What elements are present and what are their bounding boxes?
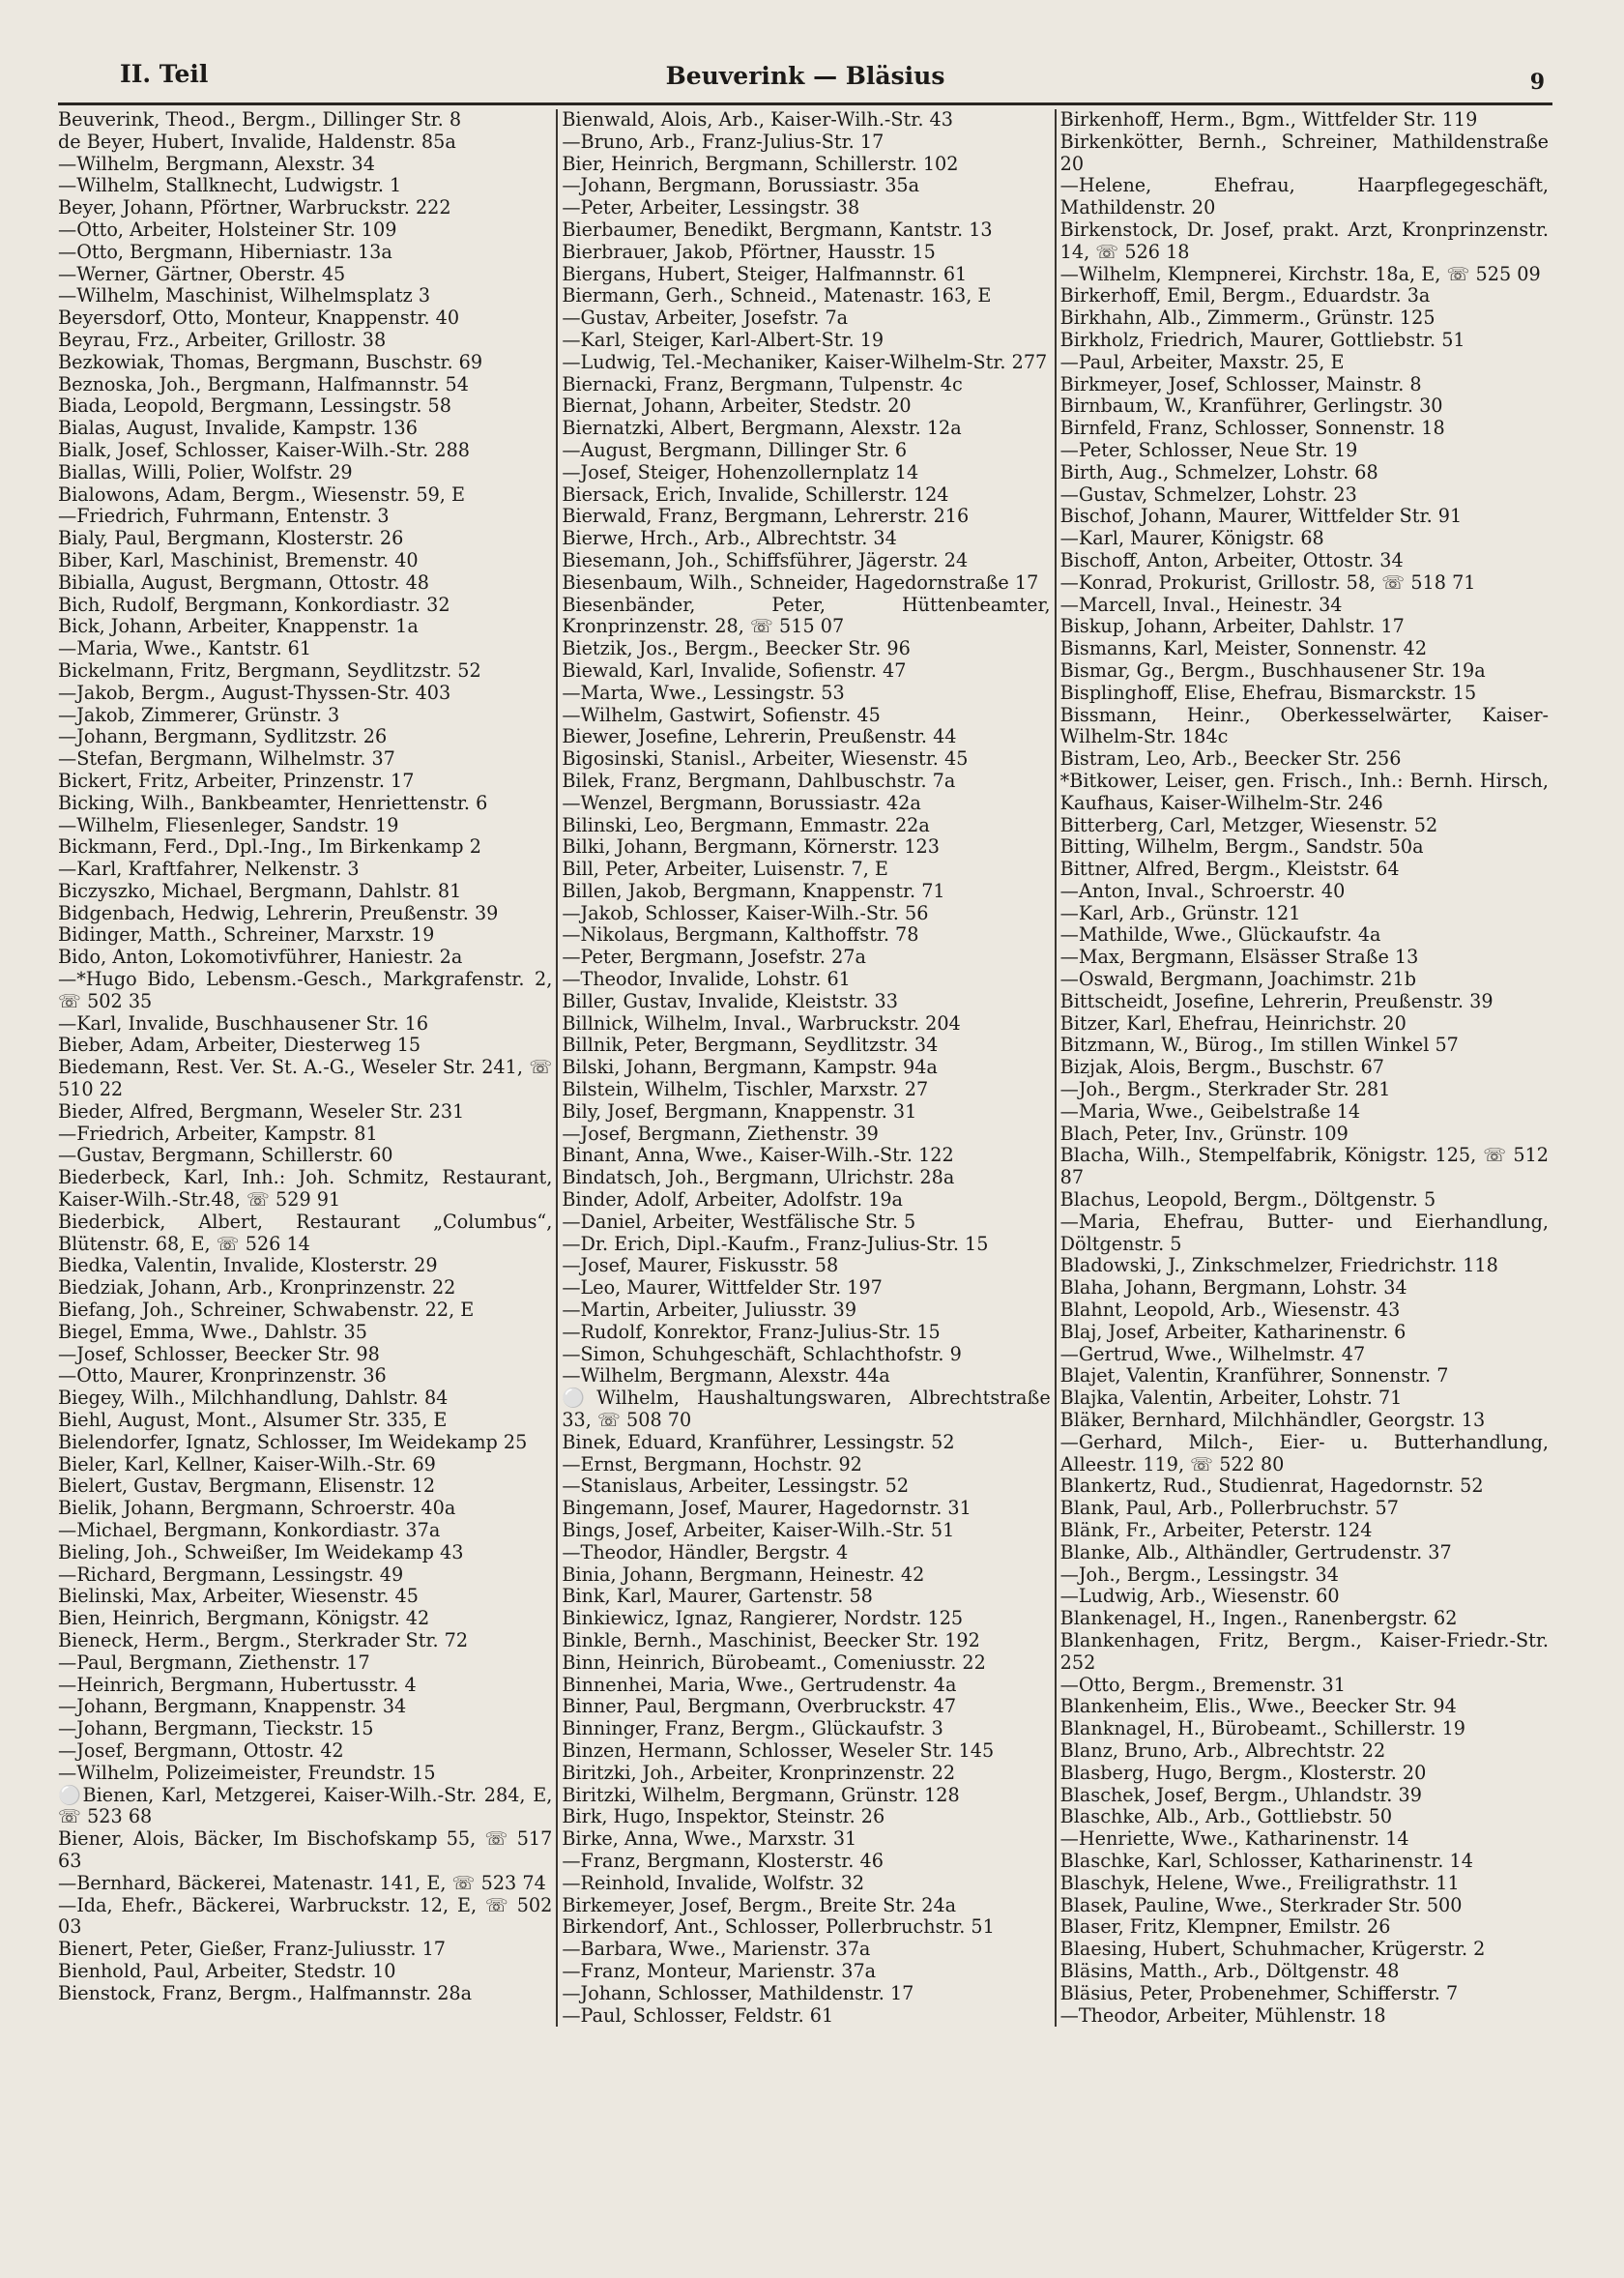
directory-entry: —Ludwig, Arb., Wiesenstr. 60 <box>1059 1585 1340 1608</box>
directory-entry: —Gustav, Bergmann, Schillerstr. 60 <box>58 1144 393 1167</box>
directory-entry: —Theodor, Arbeiter, Mühlenstr. 18 <box>1059 2003 1386 2027</box>
directory-entry: Bich, Rudolf, Bergmann, Konkordiastr. 32 <box>58 593 450 616</box>
directory-entry: Bilstein, Wilhelm, Tischler, Marxstr. 27 <box>562 1078 929 1101</box>
directory-entry: —Wilhelm, Stallknecht, Ludwigstr. 1 <box>58 174 402 197</box>
directory-entry: Binkle, Bernh., Maschinist, Beecker Str. 192 <box>562 1628 980 1651</box>
directory-entry: Blasek, Pauline, Wwe., Sterkrader Str. 500 <box>1059 1893 1463 1916</box>
directory-entry: Bialk, Josef, Schlosser, Kaiser-Wilh.-Str. 288 <box>58 438 470 461</box>
directory-entry: Biegel, Emma, Wwe., Dahlstr. 35 <box>58 1320 367 1343</box>
directory-entry: Biesemann, Joh., Schiffsführer, Jägerstr. 24 <box>562 548 969 571</box>
directory-entry: Beuverink, Theod., Bergm., Dillinger Str. 8 <box>58 108 462 131</box>
directory-entry: —Anton, Inval., Schroerstr. 40 <box>1059 879 1346 902</box>
directory-entry: Binzen, Hermann, Schlosser, Weseler Str. 145 <box>562 1738 995 1762</box>
directory-entry: Biesenbänder, Peter, Hüttenbeamter, Kronprinzenstr. 28, ☏ 515 07 <box>562 593 1051 638</box>
directory-entry: Bissmann, Heinr., Oberkesselwärter, Kaiser-Wilhelm-Str. 184c <box>1059 703 1550 748</box>
directory-entry: Blaschke, Karl, Schlosser, Katharinenstr. 14 <box>1059 1849 1473 1872</box>
directory-entry: —Johann, Bergmann, Borussiastr. 35a <box>562 174 920 197</box>
directory-entry: —Ernst, Bergmann, Hochstr. 92 <box>562 1452 862 1475</box>
directory-entry: Birkendorf, Ant., Schlosser, Pollerbruchstr. 51 <box>562 1915 995 1939</box>
directory-entry: Bienhold, Paul, Arbeiter, Stedstr. 10 <box>58 1959 396 1982</box>
directory-entry: —Friedrich, Fuhrmann, Entenstr. 3 <box>58 505 390 528</box>
directory-entry: —Gertrud, Wwe., Wilhelmstr. 47 <box>1059 1342 1366 1365</box>
directory-entry: Bischoff, Anton, Arbeiter, Ottostr. 34 <box>1059 548 1404 571</box>
directory-entry: Bierwald, Franz, Bergmann, Lehrerstr. 216 <box>562 505 970 528</box>
directory-entry: Bittscheidt, Josefine, Lehrerin, Preußenstr. 39 <box>1059 989 1494 1012</box>
directory-entry: —Marcell, Inval., Heinestr. 34 <box>1059 593 1343 616</box>
directory-entry: —Johann, Bergmann, Sydlitzstr. 26 <box>58 725 388 748</box>
directory-entry: Bläsins, Matth., Arb., Döltgenstr. 48 <box>1059 1959 1400 1982</box>
directory-entry: Biritzki, Wilhelm, Bergmann, Grünstr. 128 <box>562 1783 960 1806</box>
directory-entry: Bietzik, Jos., Bergm., Beecker Str. 96 <box>562 637 911 660</box>
directory-entry: Binninger, Franz, Bergm., Glückaufstr. 3 <box>562 1717 943 1740</box>
directory-entry: Bizjak, Alois, Bergm., Buschstr. 67 <box>1059 1056 1385 1079</box>
directory-entry: Bezkowiak, Thomas, Bergmann, Buschstr. 69 <box>58 350 483 373</box>
directory-entry: Biesenbaum, Wilh., Schneider, Hagedornstraße 17 <box>562 570 1039 594</box>
directory-entry: —Wilhelm, Fliesenleger, Sandstr. 19 <box>58 813 399 836</box>
directory-entry: Blankertz, Rud., Studienrat, Hagedornstr. 52 <box>1059 1475 1484 1498</box>
directory-entry: —Karl, Arb., Grünstr. 121 <box>1059 901 1301 924</box>
directory-entry: Bieling, Joh., Schweißer, Im Weidekamp 43 <box>58 1540 464 1563</box>
directory-entry: Bistram, Leo, Arb., Beecker Str. 256 <box>1059 747 1402 771</box>
directory-entry: Bickert, Fritz, Arbeiter, Prinzenstr. 17 <box>58 769 415 792</box>
directory-entry: Biczyszko, Michael, Bergmann, Dahlstr. 81 <box>58 879 462 902</box>
directory-entry: Biefang, Joh., Schreiner, Schwabenstr. 22, E <box>58 1299 475 1322</box>
directory-entry: Bielinski, Max, Arbeiter, Wiesenstr. 45 <box>58 1585 419 1608</box>
directory-entry: Beznoska, Joh., Bergmann, Halfmannstr. 54 <box>58 372 469 395</box>
directory-entry: —Karl, Steiger, Karl-Albert-Str. 19 <box>562 328 884 351</box>
directory-entry: Bierbaumer, Benedikt, Bergmann, Kantstr. 13 <box>562 218 993 241</box>
directory-entry: —Peter, Schlosser, Neue Str. 19 <box>1059 438 1358 461</box>
directory-entry: —Wilhelm, Maschinist, Wilhelmsplatz 3 <box>58 284 431 307</box>
directory-entry: —Franz, Bergmann, Klosterstr. 46 <box>562 1849 884 1872</box>
directory-entry: —Josef, Bergmann, Ottostr. 42 <box>58 1738 344 1762</box>
directory-entry: —Wilhelm, Bergmann, Alexstr. 44a <box>562 1364 890 1387</box>
directory-entry: —Paul, Schlosser, Feldstr. 61 <box>562 2003 834 2027</box>
directory-entry: Bieber, Adam, Arbeiter, Diesterweg 15 <box>58 1034 421 1057</box>
directory-entry: —Gustav, Arbeiter, Josefstr. 7a <box>562 307 849 330</box>
directory-entry: Birk, Hugo, Inspektor, Steinstr. 26 <box>562 1805 885 1828</box>
directory-entry: Blanz, Bruno, Arb., Albrechtstr. 22 <box>1059 1738 1386 1762</box>
directory-entry: —Josef, Maurer, Fiskusstr. 58 <box>562 1254 839 1277</box>
directory-entry: —Marta, Wwe., Lessingstr. 53 <box>562 681 845 704</box>
directory-entry: *Bitkower, Leiser, gen. Frisch., Inh.: Bernh. Hirsch, Kaufhaus, Kaiser-Wilhelm-Str. 246 <box>1059 769 1550 814</box>
column-1 <box>58 109 556 2027</box>
directory-entry: Bialowons, Adam, Bergm., Wiesenstr. 59, E <box>58 482 465 506</box>
directory-entry: Bingemann, Josef, Maurer, Hagedornstr. 31 <box>562 1497 972 1520</box>
directory-entry: Bidinger, Matth., Schreiner, Marxstr. 19 <box>58 923 435 947</box>
directory-entry: Bisplinghoff, Elise, Ehefrau, Bismarckstr. 15 <box>1059 681 1477 704</box>
directory-entry: —*Hugo Bido, Lebensm.-Gesch., Markgrafenstr. 2, ☏ 502 35 <box>58 968 553 1012</box>
directory-entry: —Paul, Bergmann, Ziethenstr. 17 <box>58 1650 370 1674</box>
directory-entry: Biber, Karl, Maschinist, Bremenstr. 40 <box>58 548 419 571</box>
directory-entry: —Peter, Arbeiter, Lessingstr. 38 <box>562 196 860 219</box>
directory-entry: Biernacki, Franz, Bergmann, Tulpenstr. 4c <box>562 372 963 395</box>
directory-entry: Beyersdorf, Otto, Monteur, Knappenstr. 40 <box>58 307 460 330</box>
directory-entry: —Theodor, Händler, Bergstr. 4 <box>562 1540 849 1563</box>
directory-entry: —August, Bergmann, Dillinger Str. 6 <box>562 438 908 461</box>
directory-entry: Bielert, Gustav, Bergmann, Elisenstr. 12 <box>58 1475 436 1498</box>
directory-entry: —Gerhard, Milch-, Eier- u. Butterhandlung, Alleestr. 119, ☏ 522 80 <box>1059 1430 1550 1475</box>
directory-entry: —Wilhelm, Bergmann, Alexstr. 34 <box>58 152 375 175</box>
directory-entry: Biernatzki, Albert, Bergmann, Alexstr. 12a <box>562 417 962 440</box>
directory-entry: Biegey, Wilh., Milchhandlung, Dahlstr. 84 <box>58 1387 449 1410</box>
directory-entry: Bill, Peter, Arbeiter, Luisenstr. 7, E <box>562 858 888 881</box>
directory-entry: Birnbaum, W., Kranführer, Gerlingstr. 30 <box>1059 394 1443 418</box>
directory-entry: —Maria, Wwe., Geibelstraße 14 <box>1059 1099 1361 1123</box>
directory-entry: —Josef, Schlosser, Beecker Str. 98 <box>58 1342 380 1365</box>
directory-entry: —Ida, Ehefr., Bäckerei, Warbruckstr. 12, E, ☏ 502 03 <box>58 1893 553 1939</box>
directory-entry: —Stefan, Bergmann, Wilhelmstr. 37 <box>58 747 395 771</box>
directory-entry: Bittner, Alfred, Bergm., Kleiststr. 64 <box>1059 858 1400 881</box>
directory-entry: Birnfeld, Franz, Schlosser, Sonnenstr. 18 <box>1059 417 1445 440</box>
directory-entry: Bierwe, Hrch., Arb., Albrechtstr. 34 <box>562 527 897 550</box>
directory-entry: Birkenkötter, Bernh., Schreiner, Mathildenstraße 20 <box>1059 130 1550 175</box>
directory-entry: Bialy, Paul, Bergmann, Klosterstr. 26 <box>58 527 404 550</box>
directory-entry: Biritzki, Joh., Arbeiter, Kronprinzenstr. 22 <box>562 1761 956 1784</box>
column-3 <box>1055 109 1552 2027</box>
directory-entry: Birkholz, Friedrich, Maurer, Gottliebstr. 51 <box>1059 328 1465 351</box>
directory-entry: —Konrad, Prokurist, Grillostr. 58, ☏ 518 71 <box>1059 570 1476 594</box>
directory-entry: Bläker, Bernhard, Milchhändler, Georgstr. 13 <box>1059 1409 1486 1432</box>
directory-entry: —Heinrich, Bergmann, Hubertusstr. 4 <box>58 1673 417 1696</box>
directory-entry: —Joh., Bergm., Lessingstr. 34 <box>1059 1562 1339 1586</box>
directory-entry: —Daniel, Arbeiter, Westfälische Str. 5 <box>562 1210 916 1233</box>
directory-entry: Biehl, August, Mont., Alsumer Str. 335, E <box>58 1409 448 1432</box>
directory-entry: Blahnt, Leopold, Arb., Wiesenstr. 43 <box>1059 1299 1401 1322</box>
directory-entry: Biada, Leopold, Bergmann, Lessingstr. 58 <box>58 394 451 418</box>
directory-entry: Bladowski, J., Zinkschmelzer, Friedrichstr. 118 <box>1059 1254 1498 1277</box>
directory-entry: —Mathilde, Wwe., Glückaufstr. 4a <box>1059 923 1381 947</box>
directory-entry: ⚪Wilhelm, Haushaltungswaren, Albrechtstraße 33, ☏ 508 70 <box>562 1387 1051 1432</box>
directory-entry: Bitzmann, W., Bürog., Im stillen Winkel 57 <box>1059 1034 1459 1057</box>
directory-entry: —Jakob, Bergm., August-Thyssen-Str. 403 <box>58 681 451 704</box>
directory-entry: Bily, Josef, Bergmann, Knappenstr. 31 <box>562 1099 917 1123</box>
directory-entry: Blach, Peter, Inv., Grünstr. 109 <box>1059 1122 1348 1145</box>
directory-entry: —Werner, Gärtner, Oberstr. 45 <box>58 262 346 285</box>
directory-entry: Beyrau, Frz., Arbeiter, Grillostr. 38 <box>58 328 387 351</box>
directory-entry: Bigosinski, Stanisl., Arbeiter, Wiesenstr. 45 <box>562 747 969 771</box>
directory-entry: Blaschyk, Helene, Wwe., Freiligrathstr. 11 <box>1059 1871 1460 1894</box>
page-number: 9 <box>1529 70 1545 95</box>
directory-entry: —Franz, Monteur, Marienstr. 37a <box>562 1959 877 1982</box>
directory-entry: Bings, Josef, Arbeiter, Kaiser-Wilh.-Str. 51 <box>562 1519 955 1541</box>
directory-entry: Blaesing, Hubert, Schuhmacher, Krügerstr. 2 <box>1059 1938 1486 1961</box>
directory-entry: Blajet, Valentin, Kranführer, Sonnenstr. 7 <box>1059 1364 1449 1387</box>
directory-entry: —Leo, Maurer, Wittfelder Str. 197 <box>562 1276 883 1300</box>
directory-entry: Bienwald, Alois, Arb., Kaiser-Wilh.-Str. 43 <box>562 108 953 131</box>
name-range-title: Beuverink — Bläsius <box>665 62 945 90</box>
directory-entry: —Max, Bergmann, Elsässer Straße 13 <box>1059 946 1419 969</box>
directory-entry: Bick, Johann, Arbeiter, Knappenstr. 1a <box>58 615 419 638</box>
directory-entry: Biewald, Karl, Invalide, Sofienstr. 47 <box>562 658 907 682</box>
directory-entry: Biederbeck, Karl, Inh.: Joh. Schmitz, Restaurant, Kaiser-Wilh.-Str.48, ☏ 529 91 <box>58 1166 553 1212</box>
directory-entry: Bilinski, Leo, Bergmann, Emmastr. 22a <box>562 813 930 836</box>
directory-entry: —Maria, Ehefrau, Butter- und Eierhandlung, Döltgenstr. 5 <box>1059 1210 1550 1255</box>
directory-entry: Blaj, Josef, Arbeiter, Katharinenstr. 6 <box>1059 1320 1406 1343</box>
directory-entry: Bilek, Franz, Bergmann, Dahlbuschstr. 7a <box>562 769 956 792</box>
directory-entry: Biersack, Erich, Invalide, Schillerstr. 124 <box>562 482 949 506</box>
directory-entry: —Simon, Schuhgeschäft, Schlachthofstr. 9 <box>562 1342 962 1365</box>
directory-entry: Binner, Paul, Bergmann, Overbruckstr. 47 <box>562 1695 957 1718</box>
directory-entry: Birth, Aug., Schmelzer, Lohstr. 68 <box>1059 460 1378 483</box>
directory-entry: —Otto, Bergm., Bremenstr. 31 <box>1059 1673 1346 1696</box>
directory-entry: —Reinhold, Invalide, Wolfstr. 32 <box>562 1871 865 1894</box>
directory-entry: Blacha, Wilh., Stempelfabrik, Königstr. 125, ☏ 512 87 <box>1059 1144 1550 1189</box>
directory-entry: Biederbick, Albert, Restaurant „Columbus“, Blütenstr. 68, E, ☏ 526 14 <box>58 1210 553 1255</box>
directory-entry: —Peter, Bergmann, Josefstr. 27a <box>562 946 866 969</box>
directory-entry: Beyer, Johann, Pförtner, Warbruckstr. 222 <box>58 196 451 219</box>
entry-columns <box>58 109 1552 2027</box>
directory-entry: Birkenstock, Dr. Josef, prakt. Arzt, Kronprinzenstr. 14, ☏ 526 18 <box>1059 218 1550 263</box>
directory-entry: Binkiewicz, Ignaz, Rangierer, Nordstr. 125 <box>562 1607 964 1630</box>
directory-entry: Blankenagel, H., Ingen., Ranenbergstr. 62 <box>1059 1607 1458 1630</box>
directory-entry: —Bruno, Arb., Franz-Julius-Str. 17 <box>562 130 884 153</box>
directory-entry: Bickmann, Ferd., Dpl.-Ing., Im Birkenkamp 2 <box>58 835 481 859</box>
directory-entry: Bitzer, Karl, Ehefrau, Heinrichstr. 20 <box>1059 1011 1406 1035</box>
directory-entry: —Jakob, Zimmerer, Grünstr. 3 <box>58 703 340 726</box>
directory-entry: Biernat, Johann, Arbeiter, Stedstr. 20 <box>562 394 912 418</box>
directory-entry: Birke, Anna, Wwe., Marxstr. 31 <box>562 1827 857 1851</box>
directory-entry: Billnick, Wilhelm, Inval., Warbruckstr. 204 <box>562 1011 961 1035</box>
directory-entry: Bieneck, Herm., Bergm., Sterkrader Str. 72 <box>58 1628 469 1651</box>
directory-entry: Binn, Heinrich, Bürobeamt., Comeniusstr. 22 <box>562 1650 986 1674</box>
directory-entry: —Josef, Bergmann, Ziethenstr. 39 <box>562 1122 879 1145</box>
directory-entry: Binant, Anna, Wwe., Kaiser-Wilh.-Str. 122 <box>562 1144 954 1167</box>
directory-entry: Bindatsch, Joh., Bergmann, Ulrichstr. 28a <box>562 1166 955 1189</box>
directory-entry: Bieder, Alfred, Bergmann, Weseler Str. 231 <box>58 1099 465 1123</box>
directory-entry: —Paul, Arbeiter, Maxstr. 25, E <box>1059 350 1345 373</box>
directory-entry: —Bernhard, Bäckerei, Matenastr. 141, E, ☏ 523 74 <box>58 1871 546 1894</box>
directory-entry: —Johann, Bergmann, Tieckstr. 15 <box>58 1717 374 1740</box>
directory-entry: —Joh., Bergm., Sterkrader Str. 281 <box>1059 1078 1391 1101</box>
directory-entry: Bink, Karl, Maurer, Gartenstr. 58 <box>562 1585 873 1608</box>
directory-entry: Biewer, Josefine, Lehrerin, Preußenstr. 44 <box>562 725 957 748</box>
directory-entry: Bischof, Johann, Maurer, Wittfelder Str. 91 <box>1059 505 1463 528</box>
directory-entry: Bierbrauer, Jakob, Pförtner, Hausstr. 15 <box>562 240 936 263</box>
directory-entry: —Nikolaus, Bergmann, Kalthoffstr. 78 <box>562 923 919 947</box>
directory-entry: Biskup, Johann, Arbeiter, Dahlstr. 17 <box>1059 615 1405 638</box>
directory-entry: Binia, Johann, Bergmann, Heinestr. 42 <box>562 1562 925 1586</box>
directory-entry: Bienstock, Franz, Bergm., Halfmannstr. 28a <box>58 1981 473 2004</box>
directory-entry: Bismar, Gg., Bergm., Buschhausener Str. 19a <box>1059 658 1486 682</box>
directory-entry: Birkmeyer, Josef, Schlosser, Mainstr. 8 <box>1059 372 1422 395</box>
directory-entry: —Dr. Erich, Dipl.-Kaufm., Franz-Julius-Str. 15 <box>562 1232 989 1255</box>
directory-entry: Blajka, Valentin, Arbeiter, Lohstr. 71 <box>1059 1387 1403 1410</box>
directory-entry: —Barbara, Wwe., Marienstr. 37a <box>562 1938 871 1961</box>
directory-entry: Binder, Adolf, Arbeiter, Adolfstr. 19a <box>562 1188 903 1212</box>
directory-entry: —Friedrich, Arbeiter, Kampstr. 81 <box>58 1122 378 1145</box>
directory-entry: Blaser, Fritz, Klempner, Emilstr. 26 <box>1059 1915 1391 1939</box>
directory-entry: Blänk, Fr., Arbeiter, Peterstr. 124 <box>1059 1519 1373 1541</box>
directory-entry: Bismanns, Karl, Meister, Sonnenstr. 42 <box>1059 637 1428 660</box>
directory-entry: Blaschke, Alb., Arb., Gottliebstr. 50 <box>1059 1805 1393 1828</box>
directory-entry: Bien, Heinrich, Bergmann, Königstr. 42 <box>58 1607 430 1630</box>
directory-entry: —Jakob, Schlosser, Kaiser-Wilh.-Str. 56 <box>562 901 929 924</box>
directory-entry: Blaha, Johann, Bergmann, Lohstr. 34 <box>1059 1276 1407 1300</box>
directory-entry: Biedka, Valentin, Invalide, Klosterstr. 29 <box>58 1254 438 1277</box>
directory-entry: Bilki, Johann, Bergmann, Körnerstr. 123 <box>562 835 940 859</box>
directory-entry: Billnik, Peter, Bergmann, Seydlitzstr. 34 <box>562 1034 939 1057</box>
directory-entry: Blanke, Alb., Althändler, Gertrudenstr. 37 <box>1059 1540 1452 1563</box>
directory-entry: —Stanislaus, Arbeiter, Lessingstr. 52 <box>562 1475 910 1498</box>
directory-entry: Bienert, Peter, Gießer, Franz-Juliusstr. 17 <box>58 1938 447 1961</box>
page-header <box>58 60 1552 105</box>
directory-entry: Biener, Alois, Bäcker, Im Bischofskamp 55, ☏ 517 63 <box>58 1827 553 1872</box>
directory-entry: Biallas, Willi, Polier, Wolfstr. 29 <box>58 460 353 483</box>
directory-entry: Birkhahn, Alb., Zimmerm., Grünstr. 125 <box>1059 307 1436 330</box>
directory-entry: —Wilhelm, Gastwirt, Sofienstr. 45 <box>562 703 881 726</box>
directory-entry: Binek, Eduard, Kranführer, Lessingstr. 52 <box>562 1430 955 1453</box>
directory-entry: Blachus, Leopold, Bergm., Döltgenstr. 5 <box>1059 1188 1436 1212</box>
directory-entry: —Johann, Bergmann, Knappenstr. 34 <box>58 1695 407 1718</box>
directory-entry: de Beyer, Hubert, Invalide, Haldenstr. 85a <box>58 130 456 153</box>
directory-entry: —Johann, Schlosser, Mathildenstr. 17 <box>562 1981 914 2004</box>
directory-entry: Bitterberg, Carl, Metzger, Wiesenstr. 52 <box>1059 813 1438 836</box>
directory-entry: —Maria, Wwe., Kantstr. 61 <box>58 637 312 660</box>
directory-entry: Blanknagel, H., Bürobeamt., Schillerstr. 19 <box>1059 1717 1466 1740</box>
directory-entry: —Otto, Arbeiter, Holsteiner Str. 109 <box>58 218 397 241</box>
directory-entry: —Karl, Kraftfahrer, Nelkenstr. 3 <box>58 858 360 881</box>
directory-entry: Bitting, Wilhelm, Bergm., Sandstr. 50a <box>1059 835 1424 859</box>
directory-entry: Billen, Jakob, Bergmann, Knappenstr. 71 <box>562 879 945 902</box>
directory-entry: Biergans, Hubert, Steiger, Halfmannstr. 61 <box>562 262 968 285</box>
directory-entry: Bier, Heinrich, Bergmann, Schillerstr. 102 <box>562 152 959 175</box>
directory-entry: —Martin, Arbeiter, Juliusstr. 39 <box>562 1299 857 1322</box>
directory-entry: Bielendorfer, Ignatz, Schlosser, Im Weidekamp 25 <box>58 1430 528 1453</box>
directory-entry: —Gustav, Schmelzer, Lohstr. 23 <box>1059 482 1357 506</box>
directory-entry: —Rudolf, Konrektor, Franz-Julius-Str. 15 <box>562 1320 941 1343</box>
directory-entry: —Helene, Ehefrau, Haarpflegegeschäft, Mathildenstr. 20 <box>1059 174 1550 219</box>
directory-entry: Biermann, Gerh., Schneid., Matenastr. 163, E <box>562 284 992 307</box>
directory-entry: Bilski, Johann, Bergmann, Kampstr. 94a <box>562 1056 938 1079</box>
directory-entry: —Wilhelm, Polizeimeister, Freundstr. 15 <box>58 1761 436 1784</box>
directory-entry: —Theodor, Invalide, Lohstr. 61 <box>562 968 851 991</box>
directory-entry: —Wilhelm, Klempnerei, Kirchstr. 18a, E, ☏ 525 09 <box>1059 262 1541 285</box>
directory-entry: Blankenhagen, Fritz, Bergm., Kaiser-Friedr.-Str. 252 <box>1059 1628 1550 1674</box>
section-label: II. Teil <box>120 60 209 88</box>
directory-entry: —Otto, Maurer, Kronprinzenstr. 36 <box>58 1364 387 1387</box>
directory-entry: Bielik, Johann, Bergmann, Schroerstr. 40a <box>58 1497 456 1520</box>
directory-entry: Bläsius, Peter, Probenehmer, Schifferstr. 7 <box>1059 1981 1459 2004</box>
directory-entry: Biller, Gustav, Invalide, Kleiststr. 33 <box>562 989 898 1012</box>
directory-entry: —Oswald, Bergmann, Joachimstr. 21b <box>1059 968 1417 991</box>
directory-entry: Bicking, Wilh., Bankbeamter, Henriettenstr. 6 <box>58 791 488 814</box>
directory-entry: Bialas, August, Invalide, Kampstr. 136 <box>58 417 418 440</box>
directory-entry: Birkenhoff, Herm., Bgm., Wittfelder Str. 119 <box>1059 108 1478 131</box>
directory-entry: Birkerhoff, Emil, Bergm., Eduardstr. 3a <box>1059 284 1431 307</box>
directory-entry: Biedemann, Rest. Ver. St. A.-G., Weseler Str. 241, ☏ 510 22 <box>58 1056 553 1101</box>
directory-entry: —Ludwig, Tel.-Mechaniker, Kaiser-Wilhelm-Str. 277 <box>562 350 1048 373</box>
directory-entry: —Karl, Maurer, Königstr. 68 <box>1059 527 1324 550</box>
directory-entry: —Richard, Bergmann, Lessingstr. 49 <box>58 1562 404 1586</box>
directory-entry: —Henriette, Wwe., Katharinenstr. 14 <box>1059 1827 1409 1851</box>
directory-entry: Blankenheim, Elis., Wwe., Beecker Str. 94 <box>1059 1695 1457 1718</box>
directory-entry: Bidgenbach, Hedwig, Lehrerin, Preußenstr. 39 <box>58 901 499 924</box>
directory-entry: Bido, Anton, Lokomotivführer, Haniestr. 2a <box>58 946 463 969</box>
directory-entry: Birkemeyer, Josef, Bergm., Breite Str. 24a <box>562 1893 957 1916</box>
directory-entry: —Michael, Bergmann, Konkordiastr. 37a <box>58 1519 441 1541</box>
directory-entry: —Otto, Bergmann, Hiberniastr. 13a <box>58 240 392 263</box>
directory-entry: —Karl, Invalide, Buschhausener Str. 16 <box>58 1011 429 1035</box>
directory-entry: Blaschek, Josef, Bergm., Uhlandstr. 39 <box>1059 1783 1422 1806</box>
directory-entry: Bibialla, August, Bergmann, Ottostr. 48 <box>58 570 430 594</box>
directory-entry: Blank, Paul, Arb., Pollerbruchstr. 57 <box>1059 1497 1399 1520</box>
directory-entry: Blasberg, Hugo, Bergm., Klosterstr. 20 <box>1059 1761 1427 1784</box>
directory-entry: Binnenhei, Maria, Wwe., Gertrudenstr. 4a <box>562 1673 957 1696</box>
directory-entry: Bieler, Karl, Kellner, Kaiser-Wilh.-Str. 69 <box>58 1452 436 1475</box>
directory-entry: Biedziak, Johann, Arb., Kronprinzenstr. 22 <box>58 1276 456 1300</box>
directory-entry: Bickelmann, Fritz, Bergmann, Seydlitzstr. 52 <box>58 658 481 682</box>
column-2 <box>556 109 1054 2027</box>
directory-entry: ⚪Bienen, Karl, Metzgerei, Kaiser-Wilh.-Str. 284, E, ☏ 523 68 <box>58 1783 553 1828</box>
directory-entry: —Josef, Steiger, Hohenzollernplatz 14 <box>562 460 919 483</box>
directory-entry: —Wenzel, Bergmann, Borussiastr. 42a <box>562 791 921 814</box>
